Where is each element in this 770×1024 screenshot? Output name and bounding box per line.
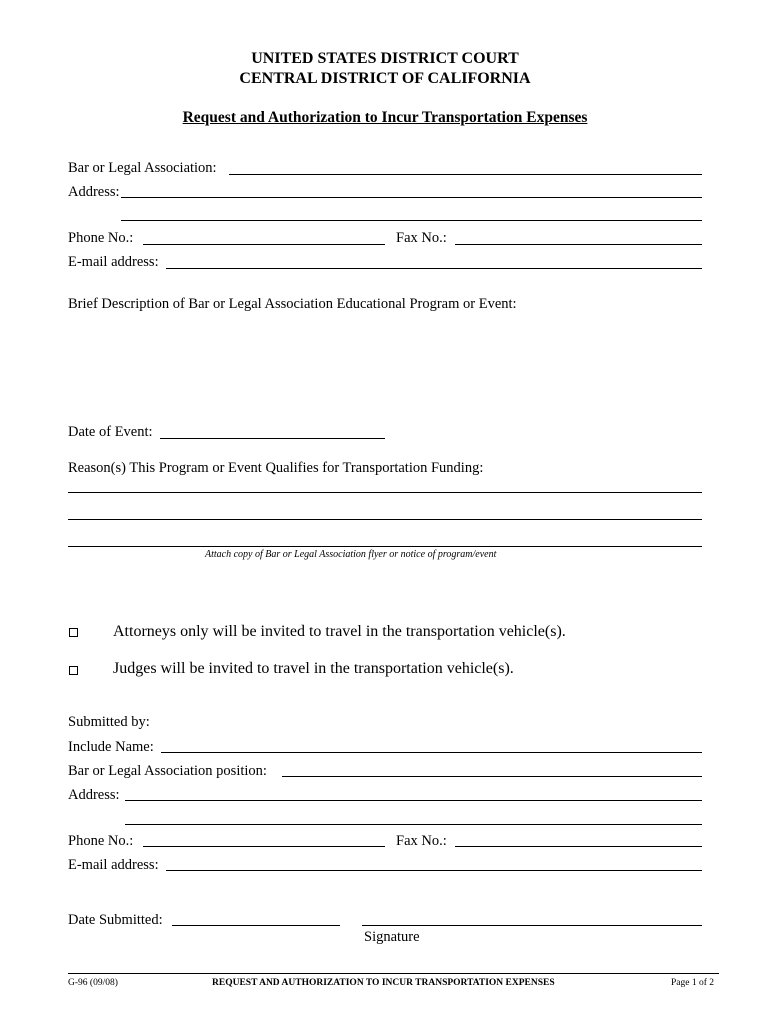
reasons-label: Reason(s) This Program or Event Qualifies for Transportation Funding: [68,460,484,476]
address-field-line2[interactable] [121,220,702,221]
fax-label: Fax No.: [396,230,447,246]
submitter-name-label: Include Name: [68,739,154,755]
submitter-email-label: E-mail address: [68,857,159,873]
event-date-field[interactable] [160,438,385,439]
judges-checkbox[interactable] [69,666,78,675]
program-description-area[interactable] [68,318,702,418]
submitter-phone-field[interactable] [143,846,385,847]
submitter-fax-label: Fax No.: [396,833,447,849]
attorneys-only-label: Attorneys only will be invited to travel in the transportation vehicle(s). [113,623,566,640]
address-label: Address: [68,184,120,200]
phone-field[interactable] [143,244,385,245]
footer-form-title: REQUEST AND AUTHORIZATION TO INCUR TRANSPORTATION EXPENSES [212,978,555,988]
reasons-field-line2[interactable] [68,519,702,520]
fax-field[interactable] [455,244,702,245]
association-position-label: Bar or Legal Association position: [68,763,267,779]
reasons-field-line3[interactable] [68,546,702,547]
judges-label: Judges will be invited to travel in the transportation vehicle(s). [113,660,514,677]
form-title: Request and Authorization to Incur Transportation Expenses [182,109,588,126]
attach-note: Attach copy of Bar or Legal Association flyer or notice of program/event [205,549,497,560]
district-name: CENTRAL DISTRICT OF CALIFORNIA [239,70,531,87]
bar-association-field[interactable] [229,174,702,175]
submitter-address-label: Address: [68,787,120,803]
form-id: G-96 (09/08) [68,978,118,988]
email-label: E-mail address: [68,254,159,270]
submitter-name-field[interactable] [161,752,702,753]
footer-rule [68,973,719,974]
bar-association-label: Bar or Legal Association: [68,160,217,176]
address-field-line1[interactable] [121,197,702,198]
submitter-address-line2[interactable] [125,824,702,825]
phone-label: Phone No.: [68,230,134,246]
signature-label: Signature [364,929,420,945]
event-date-label: Date of Event: [68,424,153,440]
association-position-field[interactable] [282,776,702,777]
reasons-field-line1[interactable] [68,492,702,493]
program-description-label: Brief Description of Bar or Legal Association Educational Program or Event: [68,296,517,312]
signature-field[interactable] [362,925,702,926]
page-number: Page 1 of 2 [671,978,715,988]
attorneys-only-checkbox[interactable] [69,628,78,637]
submitter-email-field[interactable] [166,870,702,871]
submitter-fax-field[interactable] [455,846,702,847]
date-submitted-label: Date Submitted: [68,912,163,928]
submitted-by-label: Submitted by: [68,714,150,730]
date-submitted-field[interactable] [172,925,340,926]
submitter-address-line1[interactable] [125,800,702,801]
email-field[interactable] [166,268,702,269]
submitter-phone-label: Phone No.: [68,833,134,849]
court-name: UNITED STATES DISTRICT COURT [251,50,519,67]
